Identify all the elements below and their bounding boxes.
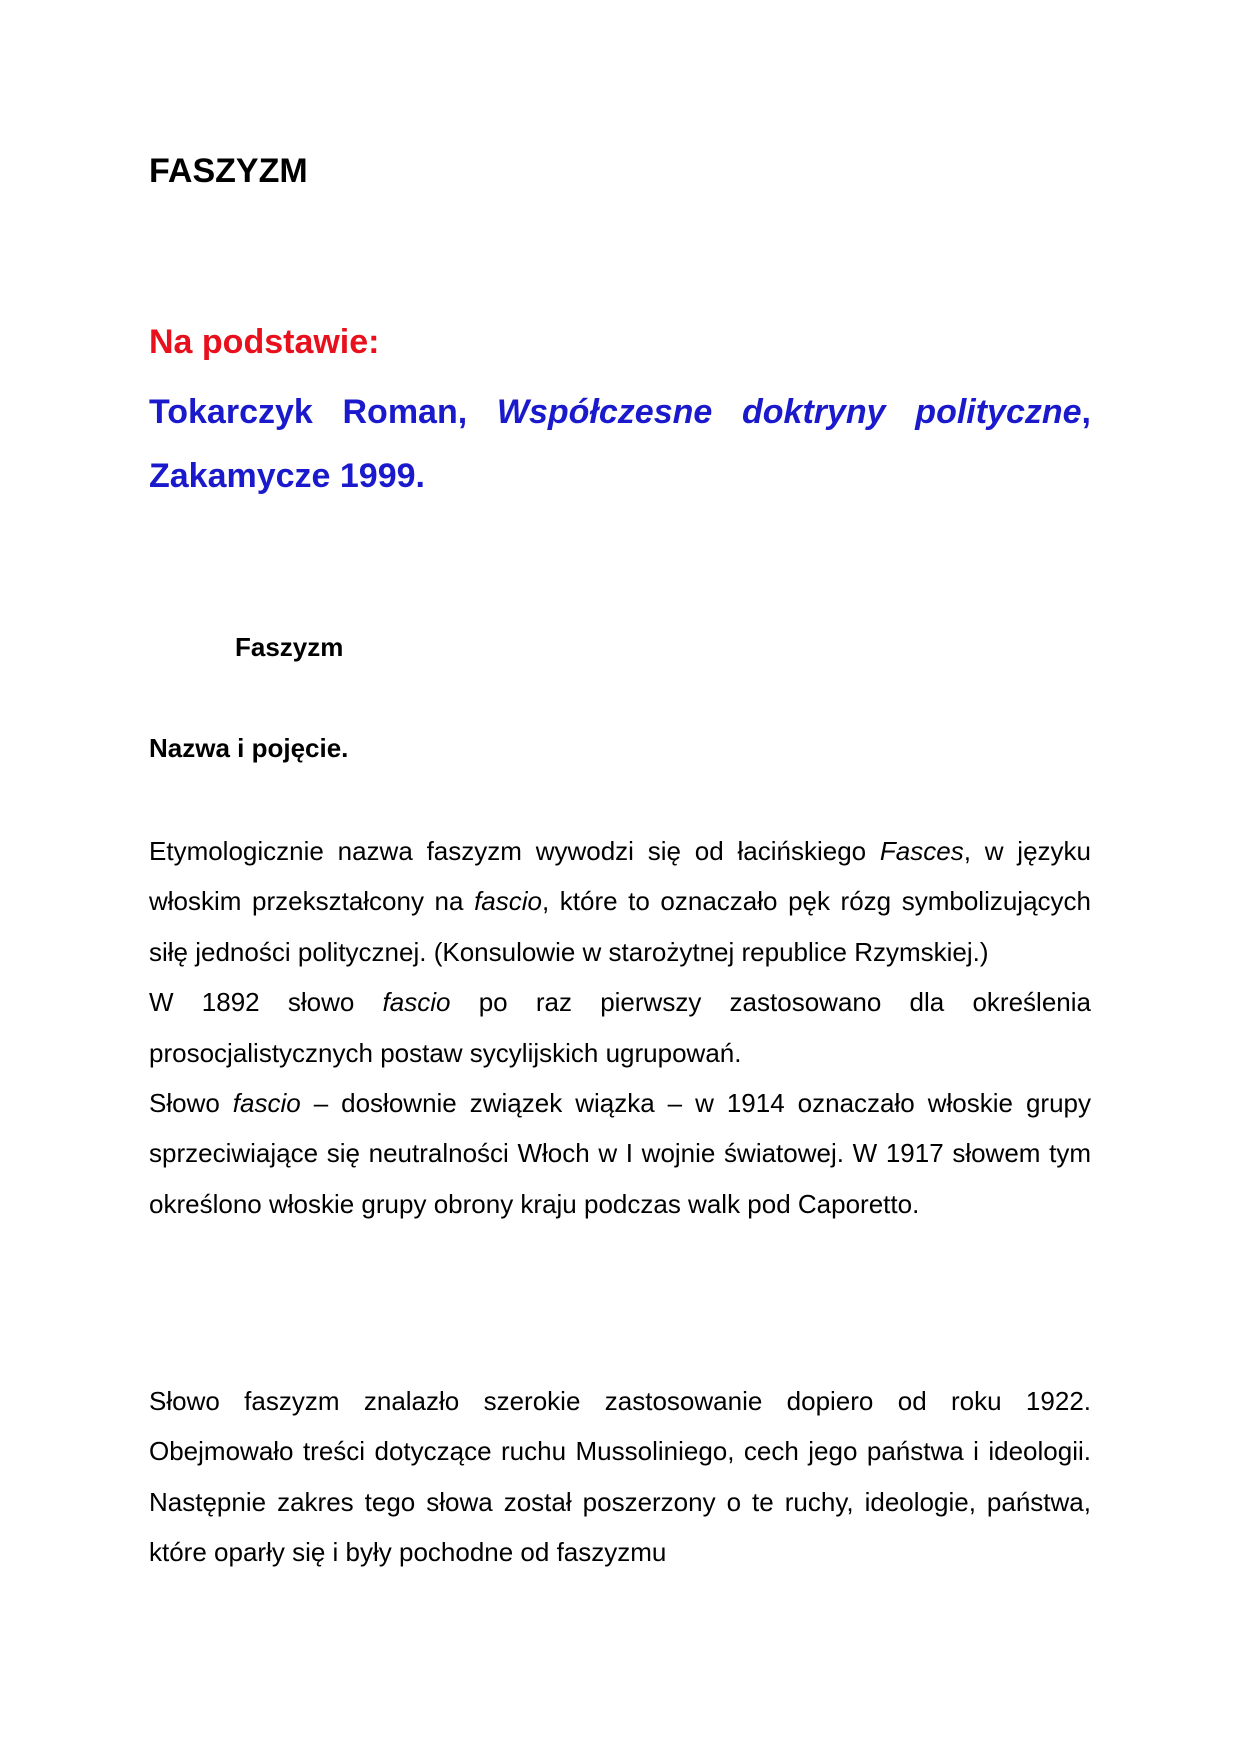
paragraph-usage: Słowo faszyzm znalazło szerokie zastosowanie dopiero od roku 1922. Obejmowało treści dotyczące ruchu Mussoliniego, cech jego państwa i ideologii. Następnie zakres tego słowa został poszerzony o te ruchy, ideologie, państwa, które oparły się i były pochodne od faszyzmu [149, 1386, 1091, 1568]
italic-term: fascio [474, 886, 542, 917]
text-run: po raz pierwszy zastosowano dla określenia prosocjalistycznych postaw sycylijskich ugrupowań. [149, 987, 1091, 1068]
italic-term: fascio [382, 987, 451, 1018]
source-publisher-year: , Zakamycze 1999. [149, 393, 1091, 495]
italic-term: Fasces [879, 836, 964, 866]
text-run: , które to oznaczało pęk rózg symbolizujących siłę jedności politycznej. (Konsulowie w starożytnej republice Rzymskiej.) [149, 886, 1092, 967]
italic-term: fascio [232, 1088, 301, 1119]
text-run: W 1892 słowo [149, 987, 383, 1018]
text-run: Etymologicznie nazwa faszyzm wywodzi się od łacińskiego [149, 836, 880, 866]
source-author: Tokarczyk Roman, [149, 393, 468, 431]
source-reference [149, 380, 1091, 508]
document-title: FASZYZM [149, 152, 308, 190]
section-title: Faszyzm [235, 632, 344, 662]
text-run: – dosłownie związek wiązka – w 1914 oznaczało włoskie grupy sprzeciwiające się neutralności Włoch w I wojnie światowej. W 1917 słowem tym określono włoskie grupy obrony kraju podczas walk pod Caporetto. [149, 1088, 1091, 1219]
text-run: Słowo [149, 1088, 233, 1119]
source-book-title: Współczesne doktryny polityczne [496, 393, 1082, 431]
source-label: Na podstawie: [149, 323, 380, 361]
text-run: , w języku włoskim przekształcony na [149, 836, 1091, 917]
paragraph-etymology [149, 826, 1091, 1229]
subsection-title: Nazwa i pojęcie. [149, 733, 349, 763]
